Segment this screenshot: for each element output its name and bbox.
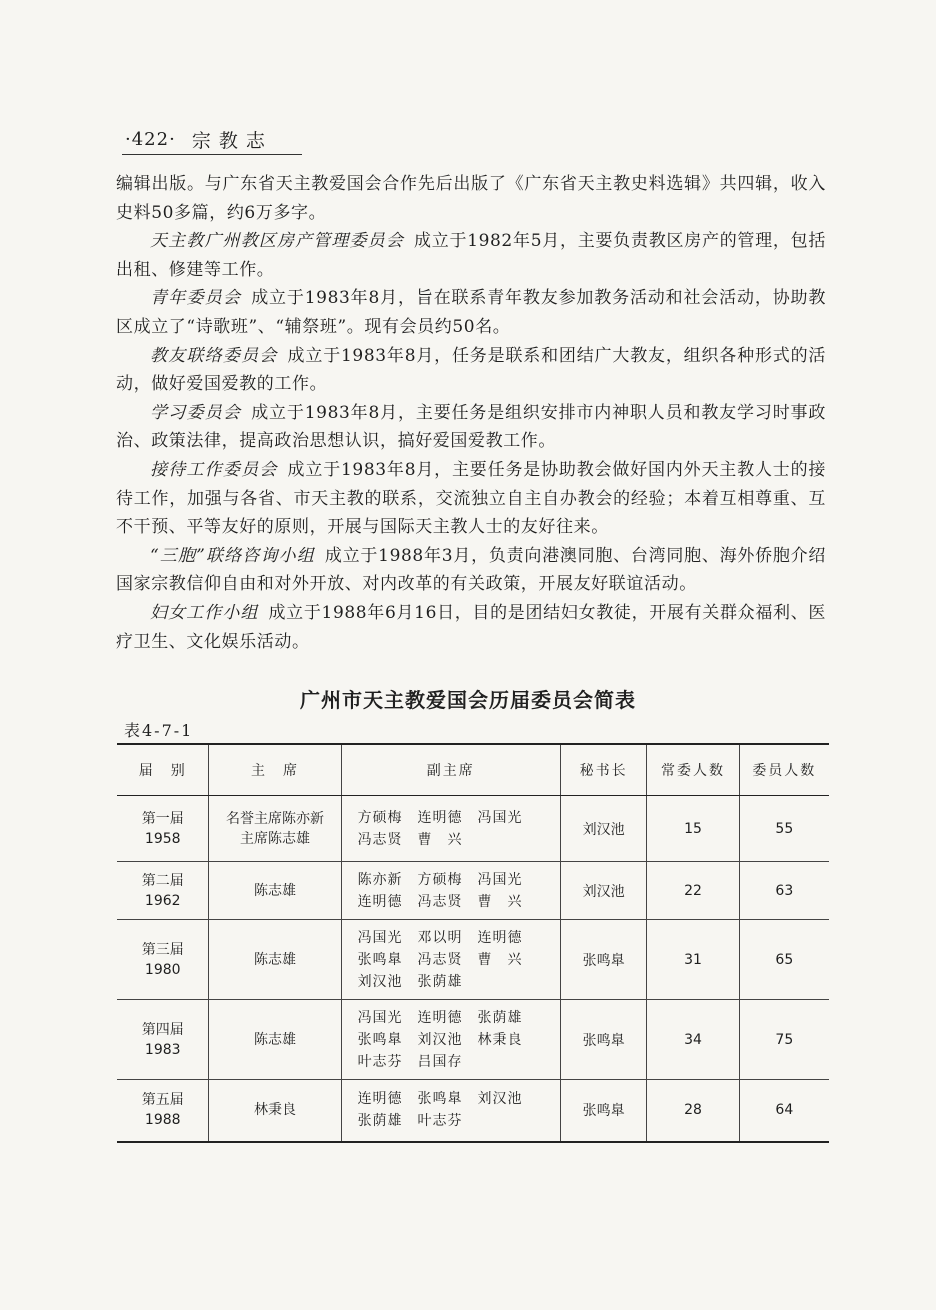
paragraph: [116, 399, 826, 456]
paragraph-text: 成立于1982年5月，主要负责教区房产的管理，包括出租、修建等工作。: [116, 231, 826, 280]
paragraph: [116, 599, 826, 656]
vice-chair-line: 方硕梅 连明德 冯国光: [357, 809, 523, 826]
term-label: 第四届: [141, 1021, 184, 1038]
page-number: ·422·: [125, 129, 176, 150]
committee-summary-table: [117, 743, 829, 1143]
cell-term: [117, 796, 209, 862]
cell-secretary: 张鸣臯: [560, 1080, 646, 1142]
vice-chair-line: 冯国光 连明德 张荫雄: [357, 1009, 523, 1026]
cell-term: [117, 1080, 209, 1142]
paragraph: [116, 170, 826, 227]
header-standing-count: 常委人数: [647, 744, 739, 796]
term-year: 1958: [144, 830, 181, 847]
header-vice-chair: 副主席: [341, 744, 560, 796]
cell-member-count: 75: [739, 1000, 829, 1080]
chair-name: 陈志雄: [254, 951, 297, 968]
paragraph-text: 成立于1988年6月16日，目的是团结妇女教徒，开展有关群众福利、医疗卫生、文化娱乐活动。: [116, 602, 826, 652]
paragraph-text: 编辑出版。与广东省天主教爱国会合作先后出版了《广东省天主教史料选辑》共四辑，收入史料50多篇，约6万多字。: [116, 174, 826, 223]
vice-chair-line: 刘汉池 张荫雄: [357, 973, 463, 990]
running-header: [125, 126, 266, 153]
table-body: [117, 796, 829, 1142]
paragraph-text: 成立于1983年8月，旨在联系青年教友参加教务活动和社会活动，协助教区成立了“诗歌班”、“辅祭班”。现有会员约50名。: [116, 288, 826, 337]
book-title: 宗 教 志: [191, 130, 266, 152]
cell-member-count: 63: [739, 862, 829, 920]
cell-standing-count: 28: [647, 1080, 739, 1142]
paragraph-term: 教友联络委员会: [150, 345, 278, 366]
paragraph-term: 天主教广州教区房产管理委员会: [150, 231, 404, 252]
vice-chair-line: 冯志贤 曹 兴: [357, 831, 463, 848]
chair-name: 陈志雄: [254, 882, 297, 899]
cell-term: [117, 920, 209, 1000]
chair-name: 陈志雄: [254, 1031, 297, 1048]
cell-term: [117, 862, 209, 920]
vice-chair-line: 张荫雄 叶志芬: [357, 1113, 463, 1130]
term-year: 1962: [144, 892, 181, 909]
paragraph: [116, 284, 826, 341]
cell-standing-count: 31: [647, 920, 739, 1000]
paragraph: [116, 227, 826, 284]
cell-vice-chairs: [341, 796, 560, 862]
paragraph-term: 青年委员会: [150, 288, 242, 309]
cell-vice-chairs: [341, 1000, 560, 1080]
term-label: 第三届: [141, 941, 184, 958]
term-year: 1980: [144, 961, 181, 978]
cell-standing-count: 22: [647, 862, 739, 920]
table-title: 广州市天主教爱国会历届委员会简表: [300, 688, 636, 712]
cell-secretary: 刘汉池: [560, 862, 646, 920]
chair-name: 主席陈志雄: [240, 830, 311, 847]
paragraph-term: 接待工作委员会: [150, 459, 278, 480]
paragraph-text: 成立于1983年8月，主要任务是协助教会做好国内外天主教人士的接待工作，加强与各省、市天主教的联系，交流独立自主自办教会的经验；本着互相尊重、互不干预、平等友好的原则，开展与国际天主教人士的友好往来。: [116, 459, 826, 538]
paragraph-term: 妇女工作小组: [150, 602, 259, 623]
cell-secretary: 刘汉池: [560, 796, 646, 862]
table-header-row: [117, 744, 829, 796]
cell-member-count: 64: [739, 1080, 829, 1142]
table-label: 表4-7-1: [124, 721, 194, 740]
cell-vice-chairs: [341, 1080, 560, 1142]
vice-chair-line: 连明德 张鸣臯 刘汉池: [357, 1091, 523, 1108]
header-term: 届 别: [117, 744, 209, 796]
chair-name: 林秉良: [254, 1102, 297, 1119]
cell-chair: [209, 796, 341, 862]
cell-vice-chairs: [341, 862, 560, 920]
vice-chair-line: 连明德 冯志贤 曹 兴: [357, 893, 523, 910]
paragraph-text: 成立于1988年3月，负责向港澳同胞、台湾同胞、海外侨胞介绍国家宗教信仰自由和对外开放、对内改革的有关政策，开展友好联谊活动。: [116, 545, 826, 595]
header-member-count: 委员人数: [739, 744, 829, 796]
paragraph-text: 成立于1983年8月，主要任务是组织安排市内神职人员和教友学习时事政治、政策法律，提高政治思想认识，搞好爱国爱教工作。: [116, 402, 826, 452]
paragraph: [116, 456, 826, 542]
term-year: 1988: [144, 1112, 181, 1129]
term-label: 第二届: [141, 872, 184, 889]
paragraph-text: 成立于1983年8月，任务是联系和团结广大教友，组织各种形式的活动，做好爱国爱教的工作。: [116, 345, 826, 395]
body-text: [116, 170, 826, 656]
cell-standing-count: 15: [647, 796, 739, 862]
chair-name: 名誉主席陈亦新: [226, 810, 325, 827]
cell-secretary: 张鸣臯: [560, 1000, 646, 1080]
term-year: 1983: [144, 1041, 181, 1058]
paragraph: [116, 542, 826, 599]
vice-chair-line: 张鸣臯 冯志贤 曹 兴: [357, 951, 523, 968]
table-row: [117, 920, 829, 1000]
cell-secretary: 张鸣臯: [560, 920, 646, 1000]
vice-chair-line: 叶志芬 吕国存: [357, 1053, 463, 1070]
vice-chair-line: 冯国光 邓以明 连明德: [357, 929, 523, 946]
cell-term: [117, 1000, 209, 1080]
paragraph-term: 学习委员会: [150, 402, 242, 423]
table-row: [117, 1000, 829, 1080]
paragraph-term: “三胞”联络咨询小组: [150, 545, 315, 566]
table-row: [117, 862, 829, 920]
term-label: 第一届: [141, 810, 184, 827]
vice-chair-line: 陈亦新 方硕梅 冯国光: [357, 871, 523, 888]
term-label: 第五届: [141, 1092, 184, 1109]
cell-chair: [209, 920, 341, 1000]
vice-chair-line: 张鸣臯 刘汉池 林秉良: [357, 1031, 523, 1048]
cell-member-count: 55: [739, 796, 829, 862]
header-chair: 主 席: [209, 744, 341, 796]
cell-chair: [209, 1000, 341, 1080]
cell-standing-count: 34: [647, 1000, 739, 1080]
cell-vice-chairs: [341, 920, 560, 1000]
table-row: [117, 1080, 829, 1142]
paragraph: [116, 342, 826, 399]
header-secretary: 秘书长: [560, 744, 646, 796]
cell-chair: [209, 1080, 341, 1142]
cell-member-count: 65: [739, 920, 829, 1000]
table-row: [117, 796, 829, 862]
header-rule: [122, 154, 302, 155]
cell-chair: [209, 862, 341, 920]
